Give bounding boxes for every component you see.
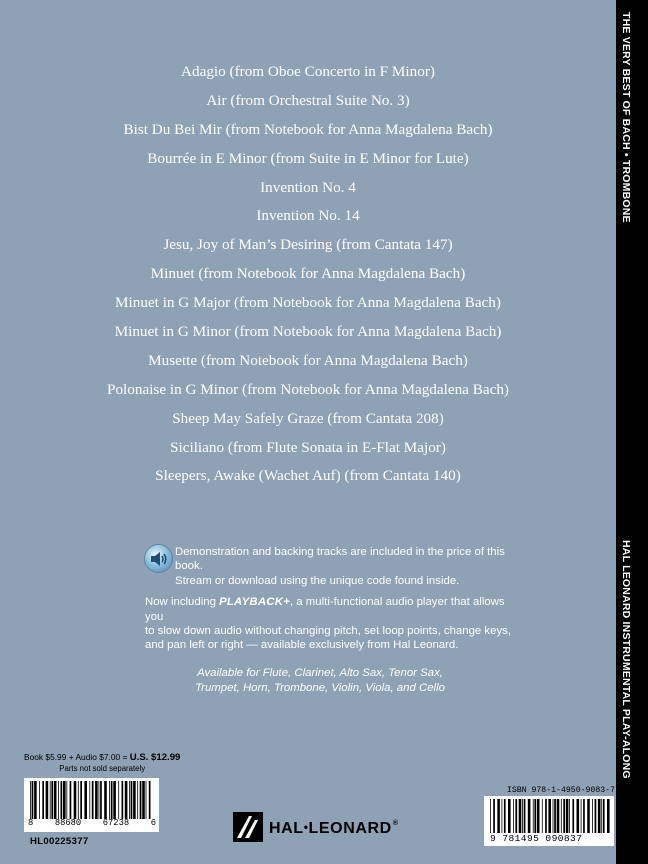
song-title: Sleepers, Awake (Wachet Auf) (from Cantata 140) bbox=[155, 467, 461, 485]
barcode-bar bbox=[607, 799, 610, 833]
barcode-bar bbox=[502, 799, 503, 833]
barcode-bar bbox=[32, 781, 34, 819]
barcode-bar bbox=[133, 781, 136, 819]
barcode-bar bbox=[583, 799, 585, 833]
logo-dot: • bbox=[303, 820, 309, 834]
barcode-bar bbox=[490, 799, 491, 833]
price-block bbox=[24, 752, 180, 774]
barcode-bar bbox=[39, 781, 40, 819]
available-line-2: Trumpet, Horn, Trombone, Violin, Viola, and Cello bbox=[195, 681, 445, 694]
upc-digit-group: 88680 bbox=[54, 818, 82, 828]
hal-leonard-logo bbox=[233, 812, 418, 848]
barcode-bar bbox=[557, 799, 560, 833]
barcode-bar bbox=[50, 781, 51, 819]
audio-line-2: Stream or download using the unique code found inside. bbox=[175, 574, 460, 587]
barcode-bar bbox=[46, 781, 49, 819]
barcode-bar bbox=[146, 781, 147, 819]
barcode-bar bbox=[122, 781, 124, 819]
barcode-bar bbox=[572, 799, 574, 833]
barcode-bar bbox=[592, 799, 593, 833]
available-line-1: Available for Flute, Clarinet, Alto Sax, Tenor Sax, bbox=[197, 666, 443, 679]
upc-digits bbox=[28, 818, 156, 828]
barcode-bar bbox=[137, 781, 138, 819]
barcode-bar bbox=[534, 799, 536, 833]
isbn-barcode bbox=[484, 796, 614, 846]
isbn-bars bbox=[490, 799, 614, 833]
barcode-bar bbox=[569, 799, 570, 833]
barcode-bar bbox=[524, 799, 526, 833]
upc-bars bbox=[30, 781, 154, 819]
playback-text bbox=[145, 595, 525, 653]
song-title: Musette (from Notebook for Anna Magdalena Bach) bbox=[148, 351, 468, 369]
barcode-bar bbox=[548, 799, 551, 833]
barcode-bar bbox=[563, 799, 565, 833]
song-title: Minuet in G Major (from Notebook for Anna Magdalena Bach) bbox=[115, 294, 501, 312]
barcode-bar bbox=[515, 799, 517, 833]
spine-title bbox=[620, 12, 632, 229]
playback-line-3: and pan left or right — available exclusively from Hal Leonard. bbox=[145, 639, 459, 652]
song-title: Jesu, Joy of Man’s Desiring (from Cantata 147) bbox=[163, 236, 453, 254]
song-title: Invention No. 14 bbox=[256, 207, 360, 225]
barcode-bar bbox=[561, 799, 562, 833]
price-note: Parts not sold separately bbox=[59, 764, 146, 773]
barcode-bar bbox=[149, 781, 151, 819]
barcode-bar bbox=[99, 781, 100, 819]
barcode-bar bbox=[598, 799, 601, 833]
barcode-bar bbox=[78, 781, 79, 819]
barcode-bar bbox=[533, 799, 534, 833]
product-code: HL00225377 bbox=[30, 836, 89, 847]
barcode-bar bbox=[545, 799, 547, 833]
speaker-icon bbox=[145, 545, 172, 572]
song-title: Polonaise in G Minor (from Notebook for Anna Magdalena Bach) bbox=[107, 380, 509, 398]
isbn-label: ISBN 978-1-4950-9083-7 bbox=[506, 786, 615, 795]
song-title: Invention No. 4 bbox=[260, 178, 356, 196]
song-title: Bourrée in E Minor (from Suite in E Minor for Lute) bbox=[147, 149, 469, 167]
barcode-bar bbox=[595, 799, 597, 833]
barcode-bar bbox=[74, 781, 77, 819]
barcode-bar bbox=[129, 781, 130, 819]
book-spine bbox=[616, 0, 648, 864]
barcode-bar bbox=[553, 799, 554, 833]
song-title: Sheep May Safely Graze (from Cantata 208) bbox=[172, 409, 444, 427]
barcode-bar bbox=[118, 781, 119, 819]
barcode-bar bbox=[66, 781, 67, 819]
isbn-digits: 9 781495 090837 bbox=[490, 833, 583, 844]
barcode-bar bbox=[497, 799, 500, 833]
barcode-bar bbox=[54, 781, 57, 819]
song-title: Siciliano (from Flute Sonata in E-Flat Major) bbox=[170, 438, 446, 456]
playback-brand: PLAYBACK+ bbox=[219, 596, 290, 609]
playback-line-1: , a multi-functional audio player that allows you bbox=[145, 596, 505, 623]
spine-series-text: HAL LEONARD INSTRUMENTAL PLAY-ALONG bbox=[620, 540, 632, 779]
song-title: Adagio (from Oboe Concerto in F Minor) bbox=[181, 63, 435, 80]
barcode-bar bbox=[581, 799, 582, 833]
barcode-bar bbox=[34, 781, 37, 819]
barcode-bar bbox=[125, 781, 128, 819]
logo-word-2: LEONARD bbox=[308, 820, 392, 837]
barcode-bar bbox=[601, 799, 602, 833]
barcode-bar bbox=[554, 799, 556, 833]
barcode-bar bbox=[577, 799, 580, 833]
barcode-bar bbox=[109, 781, 110, 819]
upc-digit-group: 8 bbox=[28, 818, 34, 828]
upc-digit-group: 67238 bbox=[102, 818, 130, 828]
barcode-bar bbox=[61, 781, 63, 819]
registered-mark: ® bbox=[392, 820, 399, 827]
barcode-bar bbox=[70, 781, 72, 819]
barcode-bar bbox=[522, 799, 523, 833]
song-title: Minuet (from Notebook for Anna Magdalena Bach) bbox=[150, 265, 466, 283]
barcode-bar bbox=[100, 781, 102, 819]
price-total: U.S. $12.99 bbox=[129, 752, 181, 763]
barcode-bar bbox=[566, 799, 569, 833]
barcode-bar bbox=[542, 799, 543, 833]
barcode-bar bbox=[513, 799, 514, 833]
song-title: Bist Du Bei Mir (from Notebook for Anna Magdalena Bach) bbox=[123, 120, 493, 138]
availability-text bbox=[145, 666, 495, 696]
logo-wordmark bbox=[269, 820, 399, 838]
barcode-bar bbox=[95, 781, 98, 819]
barcode-bar bbox=[537, 799, 540, 833]
barcode-bar bbox=[42, 781, 44, 819]
barcode-bar bbox=[504, 799, 506, 833]
upc-digit-group: 6 bbox=[150, 818, 156, 828]
barcode-bar bbox=[30, 781, 31, 819]
spine-title-text: THE VERY BEST OF BACH • TROMBONE bbox=[620, 12, 632, 223]
playback-prefix: Now including bbox=[145, 596, 220, 609]
barcode-bar bbox=[528, 799, 531, 833]
audio-text bbox=[145, 545, 525, 588]
barcode-bar bbox=[140, 781, 142, 819]
spine-series bbox=[620, 540, 632, 785]
playback-line-2: to slow down audio without changing pitch, set loop points, change keys, bbox=[145, 625, 511, 638]
barcode-bar bbox=[58, 781, 59, 819]
barcode-bar bbox=[111, 781, 113, 819]
barcode-bar bbox=[113, 781, 116, 819]
barcode-bar bbox=[142, 781, 145, 819]
barcode-bar bbox=[80, 781, 82, 819]
audio-line-1: Demonstration and backing tracks are included in the price of this book. bbox=[175, 546, 505, 573]
barcode-bar bbox=[603, 799, 605, 833]
audio-notice bbox=[145, 545, 525, 696]
logo-word-1: HAL bbox=[269, 820, 304, 837]
barcode-bar bbox=[493, 799, 495, 833]
barcode-bar bbox=[63, 781, 66, 819]
barcode-bar bbox=[89, 781, 90, 819]
barcode-bar bbox=[131, 781, 133, 819]
price-breakdown: Book $5.99 + Audio $7.00 = bbox=[24, 752, 130, 762]
barcode-bar bbox=[508, 799, 511, 833]
song-list bbox=[0, 58, 616, 491]
barcode-bar bbox=[92, 781, 94, 819]
upc-barcode bbox=[24, 778, 159, 832]
barcode-bar bbox=[587, 799, 590, 833]
logo-mark-icon bbox=[233, 812, 263, 842]
barcode-bar bbox=[84, 781, 87, 819]
barcode-bar bbox=[104, 781, 107, 819]
song-title: Minuet in G Minor (from Notebook for Anna Magdalena Bach) bbox=[114, 323, 502, 341]
barcode-bar bbox=[519, 799, 522, 833]
barcode-bar bbox=[51, 781, 53, 819]
song-title: Air (from Orchestral Suite No. 3) bbox=[206, 91, 410, 109]
